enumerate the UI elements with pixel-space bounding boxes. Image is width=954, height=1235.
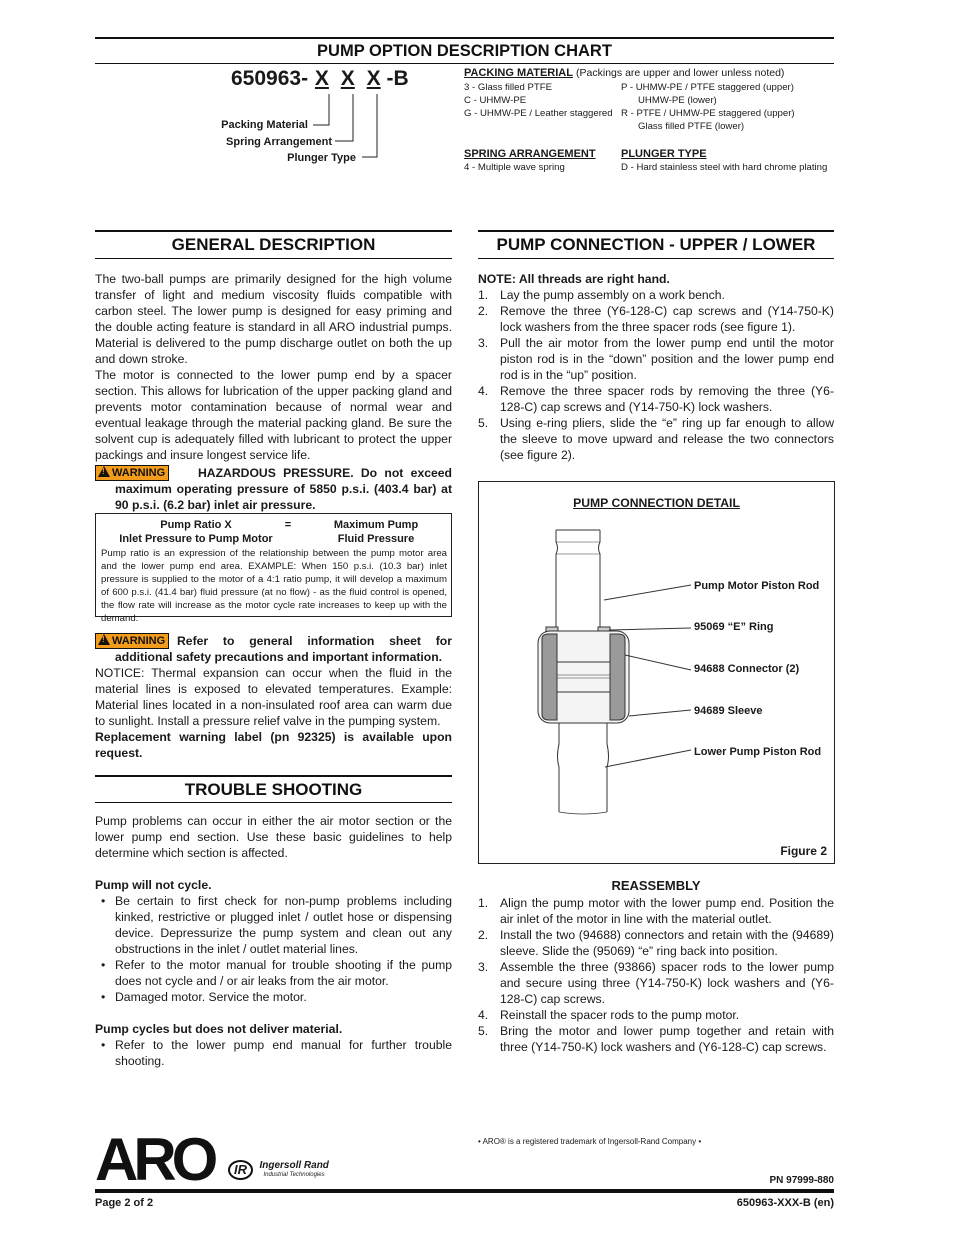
plunger-item: D - Hard stainless steel with hard chrome plating (621, 162, 828, 173)
figure-label: 94688 Connector (2) (694, 663, 800, 675)
figure-label: Pump Motor Piston Rod (694, 580, 820, 592)
trouble-shooting-body (95, 813, 452, 1069)
pump-connection-body (478, 271, 834, 463)
no-material-list (95, 1037, 452, 1069)
model-code: 650963- X X X -B (231, 67, 409, 90)
replacement-label-text: Replacement warning label (pn 92325) is available upon request. (95, 730, 452, 760)
general-paragraph: The two-ball pumps are primarily designed for the high volume transfer of light and medium viscosity fluids compatible with carbon steel. The lower pump is designed for easy priming and the double acting feature is standard in all ARO industrial pumps. Material is delivered to the pump discharge outlet on both the up and down stroke. (95, 272, 452, 366)
pump-connection-title: PUMP CONNECTION - UPPER / LOWER (496, 235, 816, 254)
packing-item: P - UHMW-PE / PTFE staggered (upper) (621, 82, 794, 93)
list-item: 5. Using e-ring pliers, slide the “e” ring up far enough to allow the sleeve to move upward and release the two connectors (see figure 2). (478, 416, 834, 462)
packing-note: (Packings are upper and lower unless noted) (576, 67, 785, 79)
plunger-heading: PLUNGER TYPE (621, 148, 707, 160)
code-x1: X (314, 67, 329, 90)
list-item: 4. Reinstall the spacer rods to the pump motor. (478, 1008, 740, 1022)
warning-triangle-icon (98, 466, 110, 477)
ir-mark: IR (228, 1160, 253, 1180)
list-item: 1. Align the pump motor with the lower pump end. Position the air inlet of the motor in line with the material outlet. (478, 896, 834, 926)
packing-item: UHMW-PE (lower) (638, 95, 717, 106)
packing-list-left (464, 81, 624, 120)
ir-name: Ingersoll Rand (259, 1160, 329, 1171)
trouble-heading-no-material: Pump cycles but does not deliver material. (95, 1022, 343, 1036)
trouble-heading-no-cycle: Pump will not cycle. (95, 878, 212, 892)
threads-note: NOTE: All threads are right hand. (478, 272, 670, 286)
general-paragraph: The motor is connected to the lower pump end by a spacer section. This allows for lubrication of the upper packing gland and prevents motor contamination because of normal wear and eventual leakage through the material packing gland. Be sure the solvent cup is adequately filled with lubricant to protect the upper packings and insure longest service life. (95, 368, 452, 462)
ratio-col2: Maximum Pump Fluid Pressure (333, 519, 419, 545)
packing-list-right (621, 81, 834, 133)
label-plunger-type: Plunger Type (287, 152, 356, 164)
packing-item: Glass filled PTFE (lower) (638, 121, 745, 132)
no-cycle-list (95, 893, 452, 1005)
option-chart-header (95, 37, 834, 64)
packing-item: G - UHMW-PE / Leather staggered (464, 108, 613, 119)
packing-heading: PACKING MATERIAL (464, 67, 573, 79)
figure-label: 95069 “E” Ring (694, 621, 774, 633)
code-x2: X (340, 67, 355, 90)
trouble-shooting-header (95, 775, 452, 803)
list-item: 2. Remove the three (Y6-128-C) cap screws and (Y14-750-K) lock washers from the three spacer rods (see figure 1). (478, 304, 834, 334)
ratio-explanation: Pump ratio is an expression of the relationship between the pump motor area and the lower pump end area. EXAMPLE: When 150 p.s.i. (10.3 bar) inlet pressure is supplied to the motor of a 4:1 ratio pump, it will develop a maximum of 600 p.s.i. (41.4 bar) fluid pressure (at no flow) - as the fluid control is opened, the flow rate will increase as the motor cycle rate increases to keep up with the demand. (101, 548, 447, 624)
list-item: 4. Remove the three spacer rods by removing the three (Y6-128-C) cap screws and (Y14-750-K) lock washers. (478, 384, 834, 414)
warning-triangle-icon (98, 634, 110, 645)
list-item: 1. Lay the pump assembly on a work bench. (478, 288, 725, 302)
warning-pressure (95, 465, 452, 513)
packing-material-section (464, 66, 834, 132)
notice-block (95, 665, 452, 761)
disconnect-steps (478, 287, 834, 463)
list-item: 5. Bring the motor and lower pump together and retain with three (Y14-750-K) lock washers and (Y6-128-C) cap screws. (478, 1024, 834, 1054)
trouble-shooting-title: TROUBLE SHOOTING (184, 780, 363, 799)
list-item: • Refer to the lower pump end manual for further trouble shooting. (101, 1038, 452, 1068)
packing-item: R - PTFE / UHMW-PE staggered (upper) (621, 108, 795, 119)
list-item: 3. Pull the air motor from the lower pump end until the motor piston rod is in the “down” position and the lower pump end rod is in the “up” position. (478, 336, 834, 382)
warning-text: Refer to general information sheet for additional safety precautions and important information. (115, 634, 452, 664)
spring-item: 4 - Multiple wave spring (464, 162, 565, 173)
warning-text: HAZARDOUS PRESSURE. Do not exceed maximum operating pressure of 5850 p.s.i. (403.4 bar) at 90 p.s.i. (6.2 bar) inlet air pressure. (115, 466, 452, 512)
ratio-col1: Pump Ratio X Inlet Pressure to Pump Motor (119, 519, 273, 545)
reassembly-title: REASSEMBLY (611, 878, 701, 893)
warning-general (95, 633, 452, 665)
pump-ratio-box (95, 513, 452, 624)
general-description-body (95, 271, 452, 463)
reassembly-steps (478, 895, 834, 1055)
document-number: 650963-XXX-B (en) (736, 1197, 834, 1209)
figure-2-box (478, 481, 835, 864)
list-item: • Refer to the motor manual for trouble shooting if the pump does not cycle and / or air leaks from the air motor. (101, 958, 452, 988)
list-item: 2. Install the two (94688) connectors and retain with the (94689) sleeve. Slide the (95069) “e” ring back into position. (478, 928, 834, 958)
reassembly-body (478, 895, 834, 1055)
general-description-header (95, 230, 452, 259)
notice-text: NOTICE: Thermal expansion can occur when the fluid in the material lines is exposed to elevated temperatures. Example: Material lines located in a non-insulated roof area can warm due to sunlight. Install a pressure relief valve in the pumping system. (95, 666, 452, 728)
pump-connection-header (478, 230, 834, 259)
figure-label: Lower Pump Piston Rod (694, 746, 822, 758)
list-item: 3. Assemble the three (93866) spacer rods to the lower pump and secure using three (Y14-750-K) lock washers and (Y6-128-C) cap screws. (478, 960, 834, 1006)
figure-label: 94689 Sleeve (694, 705, 763, 717)
ir-sub: Industrial Technologies (263, 1172, 325, 1178)
label-packing-material: Packing Material (221, 119, 308, 131)
code-x3: X (366, 67, 381, 90)
figure-caption: Figure 2 (780, 844, 827, 858)
plunger-type-section (621, 147, 834, 174)
list-item: • Be certain to first check for non-pump problems including kinked, restrictive or plugged inlet / outlet hose or dispensing device. Depressurize the pump system and clean out any obstructions in the inlet / outlet material lines. (101, 894, 452, 956)
list-item: • Damaged motor. Service the motor. (101, 990, 307, 1004)
page-number: Page 2 of 2 (95, 1197, 154, 1209)
part-number: PN 97999-880 (769, 1175, 834, 1186)
aro-logo: ARO (95, 1126, 214, 1193)
spring-arrangement-section (464, 147, 624, 174)
general-description-title: GENERAL DESCRIPTION (171, 235, 376, 254)
label-spring-arrangement: Spring Arrangement (226, 136, 332, 148)
trouble-intro: Pump problems can occur in either the air motor section or the lower pump end section. Use these basic guidelines to help determine which section is affected. (95, 814, 452, 860)
trademark-note: • ARO® is a registered trademark of Ingersoll-Rand Company • (478, 1137, 702, 1146)
ingersoll-rand-logo (228, 1160, 329, 1180)
ratio-equals: = (284, 519, 292, 531)
figure-title: PUMP CONNECTION DETAIL (573, 496, 740, 510)
packing-item: C - UHMW-PE (464, 95, 527, 106)
warning-badge: !WARNING (95, 633, 169, 649)
packing-item: 3 - Glass filled PTFE (464, 82, 552, 93)
option-chart-title: PUMP OPTION DESCRIPTION CHART (317, 42, 612, 60)
spring-heading: SPRING ARRANGEMENT (464, 148, 596, 160)
footer-rule (95, 1189, 834, 1193)
warning-badge: !WARNING (95, 465, 169, 481)
